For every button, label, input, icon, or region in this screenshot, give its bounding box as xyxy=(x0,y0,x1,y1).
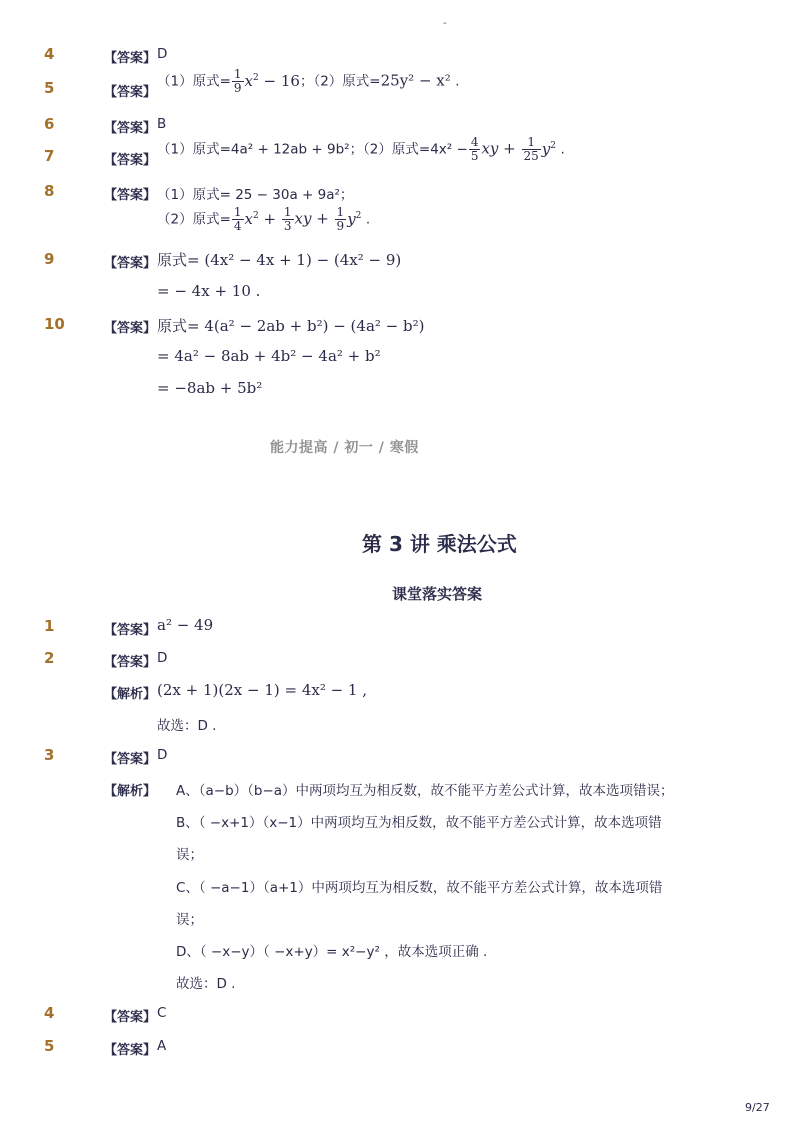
answer-label: 【答案】 xyxy=(104,1043,157,1058)
answer-label: 【答案】 xyxy=(104,85,157,100)
answer-label: 【答案】 xyxy=(104,1010,157,1025)
question-number-5: 5 xyxy=(44,79,55,97)
answer-5-part2-label: ；（2）原式= xyxy=(299,73,381,90)
question-number-1: 1 xyxy=(44,617,55,635)
answer-text: D xyxy=(157,650,168,666)
answer-text: a² − 49 xyxy=(157,616,214,634)
question-number-2: 2 xyxy=(44,649,55,667)
analysis-line: 误； xyxy=(176,847,203,863)
analysis-conclusion: 故选：D . xyxy=(157,718,217,734)
answer-5-line xyxy=(157,68,460,95)
period: . xyxy=(365,211,371,228)
answer-label: 【答案】 xyxy=(104,51,157,66)
answer-label: 【答案】 xyxy=(104,752,157,767)
answer-5-part1-label: （1）原式= xyxy=(157,73,231,90)
fraction-1-25: $\frac{1}{25}$ xyxy=(523,135,539,163)
math-expr: ；（2）原式=4x² − xyxy=(349,141,468,158)
fraction-1-4: $\frac{1}{4}$ xyxy=(233,205,242,233)
math-expr: $y^2$ xyxy=(347,209,362,228)
fraction-1-9: $\frac{1}{9}$ xyxy=(233,67,242,95)
answer-text: D xyxy=(157,747,168,763)
answer-8-part2-label: （2）原式= xyxy=(157,211,231,228)
answer-label: 【答案】 xyxy=(104,153,157,168)
chapter-title: 第 3 讲 乘法公式 xyxy=(362,532,517,556)
answer-label: 【答案】 xyxy=(104,321,157,336)
page-number: 9/27 xyxy=(745,1101,770,1114)
answer-10-line2: = 4a² − 8ab + 4b² − 4a² + b² xyxy=(157,347,381,365)
answer-7-line xyxy=(157,136,565,163)
header-mark: - xyxy=(443,18,447,29)
answer-label: 【答案】 xyxy=(104,256,157,271)
analysis-label: 【解析】 xyxy=(104,687,157,702)
math-expr: $y^2$ xyxy=(541,139,556,158)
fraction-1-9: $\frac{1}{9}$ xyxy=(336,205,345,233)
question-number-5: 5 xyxy=(44,1037,55,1055)
analysis-text: (2x + 1)(2x − 1) = 4x² − 1 , xyxy=(157,681,368,699)
question-number-3: 3 xyxy=(44,746,55,764)
math-expr: $x^2$ + xyxy=(244,209,281,228)
question-number-7: 7 xyxy=(44,147,55,165)
fraction-1-3: $\frac{1}{3}$ xyxy=(283,205,292,233)
analysis-line: B、（ −x+1）（x−1）中两项均互为相反数，故不能平方差公式计算，故本选项错 xyxy=(176,815,662,831)
math-expr: xy + xyxy=(481,139,521,158)
question-number-9: 9 xyxy=(44,250,55,268)
answer-9-line2: = − 4x + 10 . xyxy=(157,282,261,300)
answer-8-part1: （1）原式= 25 − 30a + 9a²； xyxy=(157,187,354,203)
answer-text: D xyxy=(157,46,168,62)
question-number-6: 6 xyxy=(44,115,55,133)
analysis-line: 故选：D . xyxy=(176,976,236,992)
question-number-8: 8 xyxy=(44,182,55,200)
analysis-line: A、（a−b）（b−a）中两项均互为相反数，故不能平方差公式计算，故本选项错误； xyxy=(176,783,674,799)
answer-label: 【答案】 xyxy=(104,655,157,670)
math-expr: xy + xyxy=(294,209,334,228)
answer-10-line3: = −8ab + 5b² xyxy=(157,379,263,397)
analysis-line: D、（ −x−y）（ −x+y）= x²−y² ，故本选项正确 . xyxy=(176,944,488,960)
answer-label: 【答案】 xyxy=(104,623,157,638)
answer-10-line1: 原式= 4(a² − 2ab + b²) − (4a² − b²) xyxy=(157,317,425,335)
answer-label: 【答案】 xyxy=(104,188,157,203)
answer-9-line1: 原式= (4x² − 4x + 1) − (4x² − 9) xyxy=(157,251,402,269)
running-head: 能力提高 / 初一 / 寒假 xyxy=(270,440,419,456)
analysis-label: 【解析】 xyxy=(104,784,157,799)
fraction-4-5: $\frac{4}{5}$ xyxy=(470,135,479,163)
question-number-4: 4 xyxy=(44,1004,55,1022)
section-title: 课堂落实答案 xyxy=(392,585,483,603)
math-expr: $x^2 - 16$ xyxy=(244,71,300,90)
math-expr: 25y² − x² xyxy=(380,71,451,90)
question-number-4: 4 xyxy=(44,45,55,63)
period: . xyxy=(560,141,565,158)
analysis-line: C、（ −a−1）（a+1）中两项均互为相反数，故不能平方差公式计算，故本选项错 xyxy=(176,880,663,896)
answer-text: A xyxy=(157,1038,167,1054)
question-number-10: 10 xyxy=(44,315,65,333)
analysis-line: 误； xyxy=(176,912,203,928)
answer-text: C xyxy=(157,1005,167,1021)
period: . xyxy=(455,73,460,90)
answer-8-part2-line xyxy=(157,206,370,233)
answer-label: 【答案】 xyxy=(104,121,157,136)
answer-text: B xyxy=(157,116,167,132)
math-expr: （1）原式=4a² + 12ab + 9b² xyxy=(157,141,350,158)
